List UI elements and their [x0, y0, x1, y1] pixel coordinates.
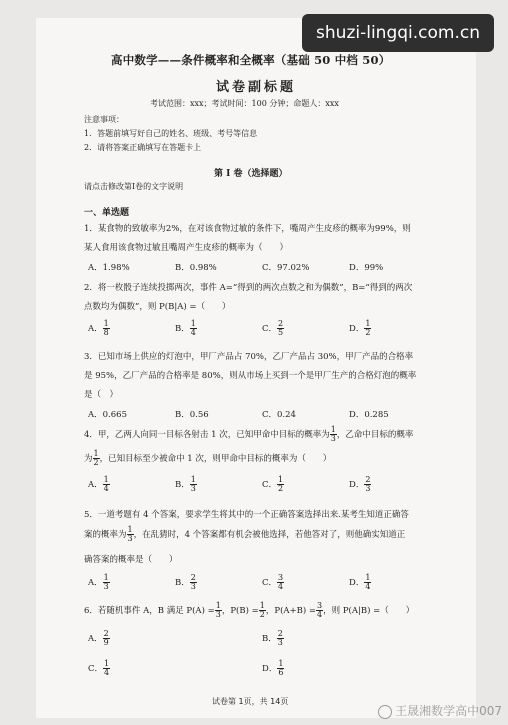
notice-title: 注意事项： — [84, 115, 124, 124]
question-5-line: 确答案的概率是（ ） — [84, 555, 178, 565]
option-d: D． $\frac{1}{4}$ — [349, 573, 371, 591]
brand-label: 王晟湘数学高中007 — [395, 704, 502, 718]
question-2-line: 点数均为偶数”，则 P(B|A) =（ ） — [84, 302, 231, 312]
option-d: D．99% — [349, 263, 384, 273]
question-5-line: 案的概率为 $\frac{1}{3}$ ，在乱猜时，4 个答案都有机会被他选择，若他答对了，则他确实知道正 — [84, 525, 406, 543]
option-d: D．0.285 — [349, 410, 389, 420]
site-watermark: shuzi-lingqi.com.cn — [302, 14, 494, 52]
option-b: B．0.56 — [175, 410, 209, 420]
option-c: C． $\frac{1}{4}$ — [88, 659, 110, 677]
option-b: B． $\frac{1}{3}$ — [175, 475, 196, 493]
option-c: C． $\frac{1}{2}$ — [262, 475, 284, 493]
exam-meta: 考试范围：xxx；考试时间：100 分钟；命题人：xxx — [150, 99, 339, 108]
question-3-line: 是（ ） — [84, 390, 119, 400]
option-c: C．0.24 — [262, 410, 296, 420]
section-note: 请点击修改第I卷的文字说明 — [84, 182, 184, 191]
option-a: A． $\frac{2}{9}$ — [88, 629, 109, 647]
question-1-line: 1．某食物的致敏率为2%，在对该食物过敏的条件下，嘴周产生皮疹的概率为99%，则 — [84, 224, 411, 234]
option-c: C．97.02% — [262, 263, 310, 273]
option-a: A． $\frac{1}{4}$ — [88, 475, 109, 493]
question-3-line: 3．已知市场上供应的灯泡中，甲厂产品占 70%，乙厂产品占 30%，甲厂产品的合格率 — [84, 352, 414, 362]
option-a: A． $\frac{1}{3}$ — [88, 573, 109, 591]
option-a: A． $\frac{1}{8}$ — [88, 319, 109, 337]
question-3-line: 是 95%，乙厂产品的合格率是 80%，则从市场上买到一个是甲厂生产的合格灯泡的概率 — [84, 371, 417, 381]
brand-logo-icon — [378, 705, 392, 719]
exam-paper — [36, 18, 476, 718]
notice-item: 2．请将答案正确填写在答题卡上 — [84, 143, 202, 152]
option-d: D． $\frac{2}{3}$ — [349, 475, 371, 493]
option-a: A．0.665 — [88, 410, 127, 420]
notice-item: 1．答题前填写好自己的姓名、班级、考号等信息 — [84, 129, 258, 138]
exam-title: 高中数学——条件概率和全概率（基础 50 中档 50） — [111, 53, 391, 67]
option-b: B． $\frac{2}{3}$ — [175, 573, 196, 591]
part-title: 一、单选题 — [84, 208, 130, 218]
question-5-line: 5．一道考题有 4 个答案，要求学生将其中的一个正确答案选择出来.某考生知道正确答 — [84, 510, 409, 520]
question-2-line: 2．将一枚骰子连续投掷两次，事件 A=“得到的两次点数之和为偶数”，B=“得到的两次 — [84, 283, 413, 293]
option-b: B．0.98% — [175, 263, 217, 273]
option-b: B． $\frac{2}{3}$ — [262, 629, 283, 647]
option-b: B． $\frac{1}{4}$ — [175, 319, 196, 337]
section-title: 第 I 卷（选择题） — [214, 169, 288, 179]
option-c: C． $\frac{3}{4}$ — [262, 573, 284, 591]
option-d: D． $\frac{1}{2}$ — [349, 319, 371, 337]
page-footer: 试卷第 1页，共 14页 — [212, 697, 289, 706]
option-c: C． $\frac{2}{5}$ — [262, 319, 284, 337]
brand-watermark — [378, 702, 502, 719]
question-4-line: 为 $\frac{1}{2}$ ，已知目标至少被命中 1 次，则甲命中目标的概率为（ ） — [84, 449, 332, 467]
question-6-line: 6．若随机事件 A，B 满足 P(A) = $\frac{1}{3}$ ，P(B) = $\frac{1}{2}$ ，P(A+B) = $\frac{3}{4}$ ，则 P(A|B) =（ ） — [84, 601, 415, 619]
option-a: A．1.98% — [88, 263, 130, 273]
question-4-line: 4．甲，乙两人向同一目标各射击 1 次，已知甲命中目标的概率为 $\frac{1}{3}$ ，乙命中目标的概率 — [84, 425, 414, 443]
question-1-line: 某人食用该食物过敏且嘴周产生皮疹的概率为（ ） — [84, 243, 289, 253]
option-d: D． $\frac{1}{6}$ — [262, 659, 284, 677]
exam-subtitle: 试卷副标题 — [216, 80, 297, 95]
